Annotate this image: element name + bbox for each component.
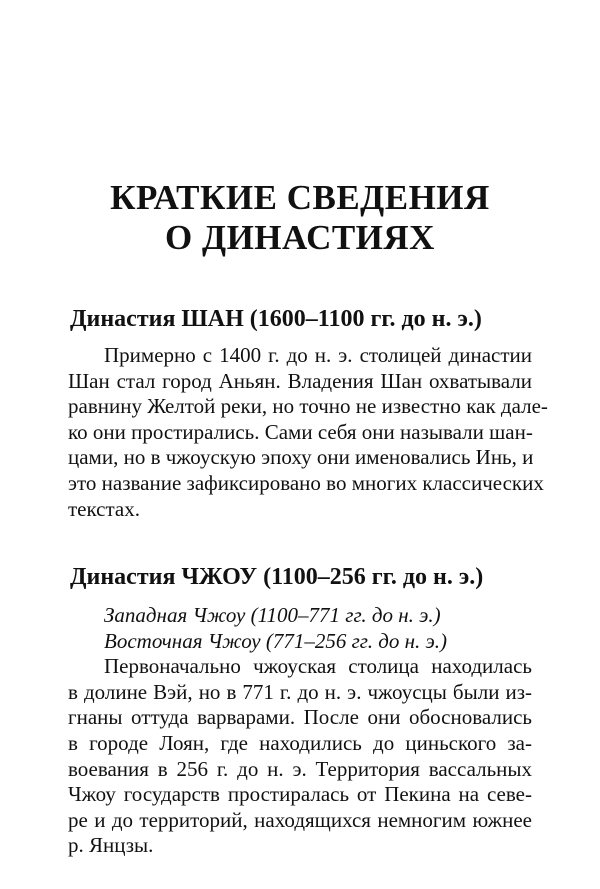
paragraph-shang — [68, 343, 548, 522]
subtitle-eastern-zhou: Восточная Чжоу (771–256 гг. до н. э.) — [104, 628, 447, 653]
subtitle-western-zhou: Западная Чжоу (1100–771 гг. до н. э.) — [104, 603, 441, 627]
text-line: Шан стал город Аньян. Владения Шан охватывали — [68, 368, 532, 393]
title-line: КРАТКИЕ СВЕДЕНИЯ — [110, 178, 490, 217]
section-heading-shang: Династия ШАН (1600–1100 гг. до н. э.) — [70, 306, 482, 332]
title-line: О ДИНАСТИЯХ — [165, 218, 435, 257]
text-line: текстах. — [68, 496, 141, 521]
text-line: Чжоу государств простиралась от Пекина на севе- — [68, 782, 532, 807]
text-line: р. Янцзы. — [68, 833, 154, 858]
text-line: равнину Желтой реки, но точно не известно как дале- — [68, 394, 548, 419]
text-line: цами, но в чжоускую эпоху они именовались Инь, и — [68, 445, 534, 470]
text-line: ре и до территорий, находящихся немногим южнее — [68, 807, 532, 832]
text-line: воевания в 256 г. до н. э. Территория вассальных — [68, 756, 532, 781]
text-line: Примерно с 1400 г. до н. э. столицей династии — [104, 343, 532, 367]
paragraph-zhou — [68, 603, 532, 859]
text-line: ко они простирались. Сами себя они называли шан- — [68, 419, 533, 444]
section-heading-zhou: Династия ЧЖОУ (1100–256 гг. до н. э.) — [70, 564, 484, 590]
text-line: это название зафиксировано во многих классических — [68, 470, 544, 495]
text-line: в городе Лоян, где находились до циньского за- — [68, 730, 532, 755]
text-line: в долине Вэй, но в 771 г. до н. э. чжоусцы были из- — [68, 679, 532, 704]
page-title — [0, 178, 600, 258]
text-line: Первоначально чжоуская столица находилась — [104, 654, 532, 679]
text-line: гнаны оттуда варварами. После они обосновались — [68, 705, 532, 730]
